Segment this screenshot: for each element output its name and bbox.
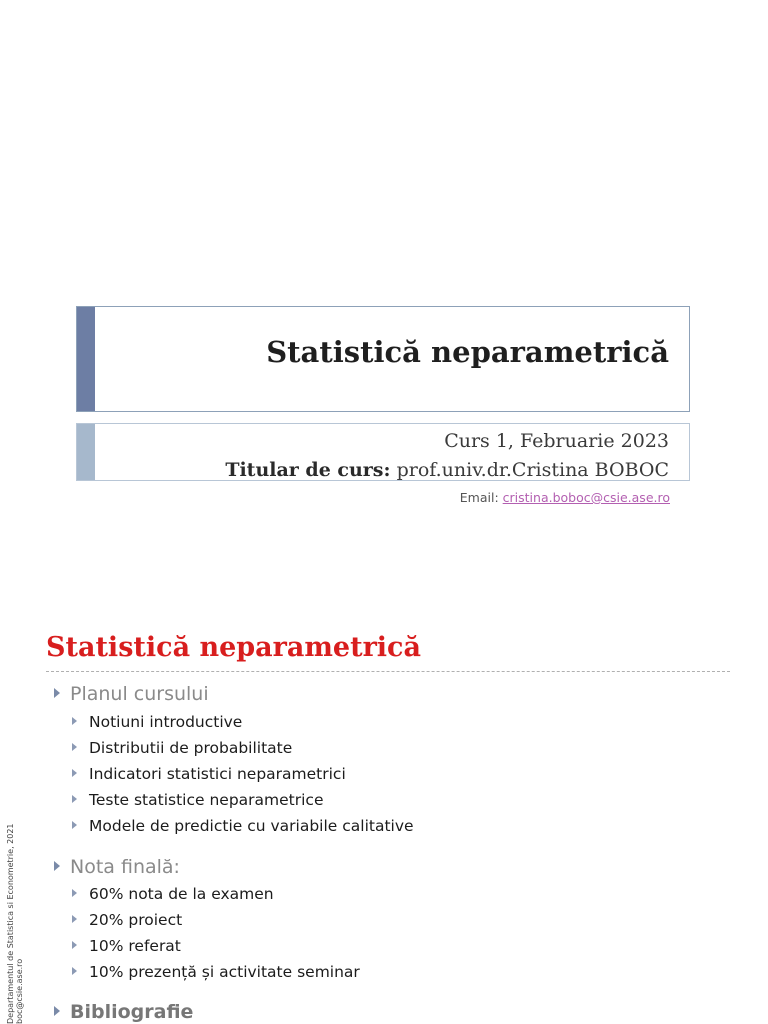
title-divider (46, 671, 730, 672)
list-item: Modele de predictie cu variabile calitative (72, 817, 414, 835)
section-heading-plan: Planul cursului (54, 683, 209, 705)
lecturer-name: prof.univ.dr.Cristina BOBOC (390, 459, 669, 481)
triangle-bullet-icon (72, 717, 77, 725)
list-item: 10% referat (72, 937, 181, 955)
triangle-bullet-icon (54, 688, 60, 698)
section-heading-grade: Nota finală: (54, 856, 180, 878)
lecturer-line (225, 459, 669, 481)
subtitle-box (76, 423, 690, 481)
course-date: Curs 1, Februarie 2023 (444, 430, 669, 452)
list-item: 20% proiect (72, 911, 182, 929)
footer-email: boc@csie.ase.ro (15, 958, 24, 1024)
triangle-bullet-icon (72, 889, 77, 897)
email-label: Email: (459, 490, 503, 505)
triangle-bullet-icon (72, 795, 77, 803)
title-box (76, 306, 690, 412)
triangle-bullet-icon (54, 861, 60, 871)
triangle-bullet-icon (54, 1006, 60, 1016)
triangle-bullet-icon (72, 941, 77, 949)
list-item: Notiuni introductive (72, 713, 242, 731)
footer-department: Departamentul de Statistica si Econometrie, 2021 (6, 823, 15, 1024)
list-item: Indicatori statistici neparametrici (72, 765, 346, 783)
section-heading-bibliography: Bibliografie (54, 1001, 193, 1023)
triangle-bullet-icon (72, 769, 77, 777)
list-item: Teste statistice neparametrice (72, 791, 323, 809)
list-item: 60% nota de la examen (72, 885, 274, 903)
lecturer-label: Titular de curs: (225, 459, 391, 481)
content-slide (0, 580, 768, 1024)
content-slide-title: Statistică neparametrică (46, 632, 421, 663)
email-line (460, 490, 670, 505)
slide-title: Statistică neparametrică (266, 335, 669, 369)
subtitle-accent-bar (77, 424, 95, 480)
title-accent-bar (77, 307, 95, 411)
triangle-bullet-icon (72, 743, 77, 751)
triangle-bullet-icon (72, 967, 77, 975)
email-link[interactable]: cristina.boboc@csie.ase.ro (502, 490, 670, 505)
list-item: Distributii de probabilitate (72, 739, 292, 757)
triangle-bullet-icon (72, 821, 77, 829)
list-item: 10% prezență și activitate seminar (72, 963, 360, 981)
vertical-footer (6, 823, 24, 1024)
triangle-bullet-icon (72, 915, 77, 923)
